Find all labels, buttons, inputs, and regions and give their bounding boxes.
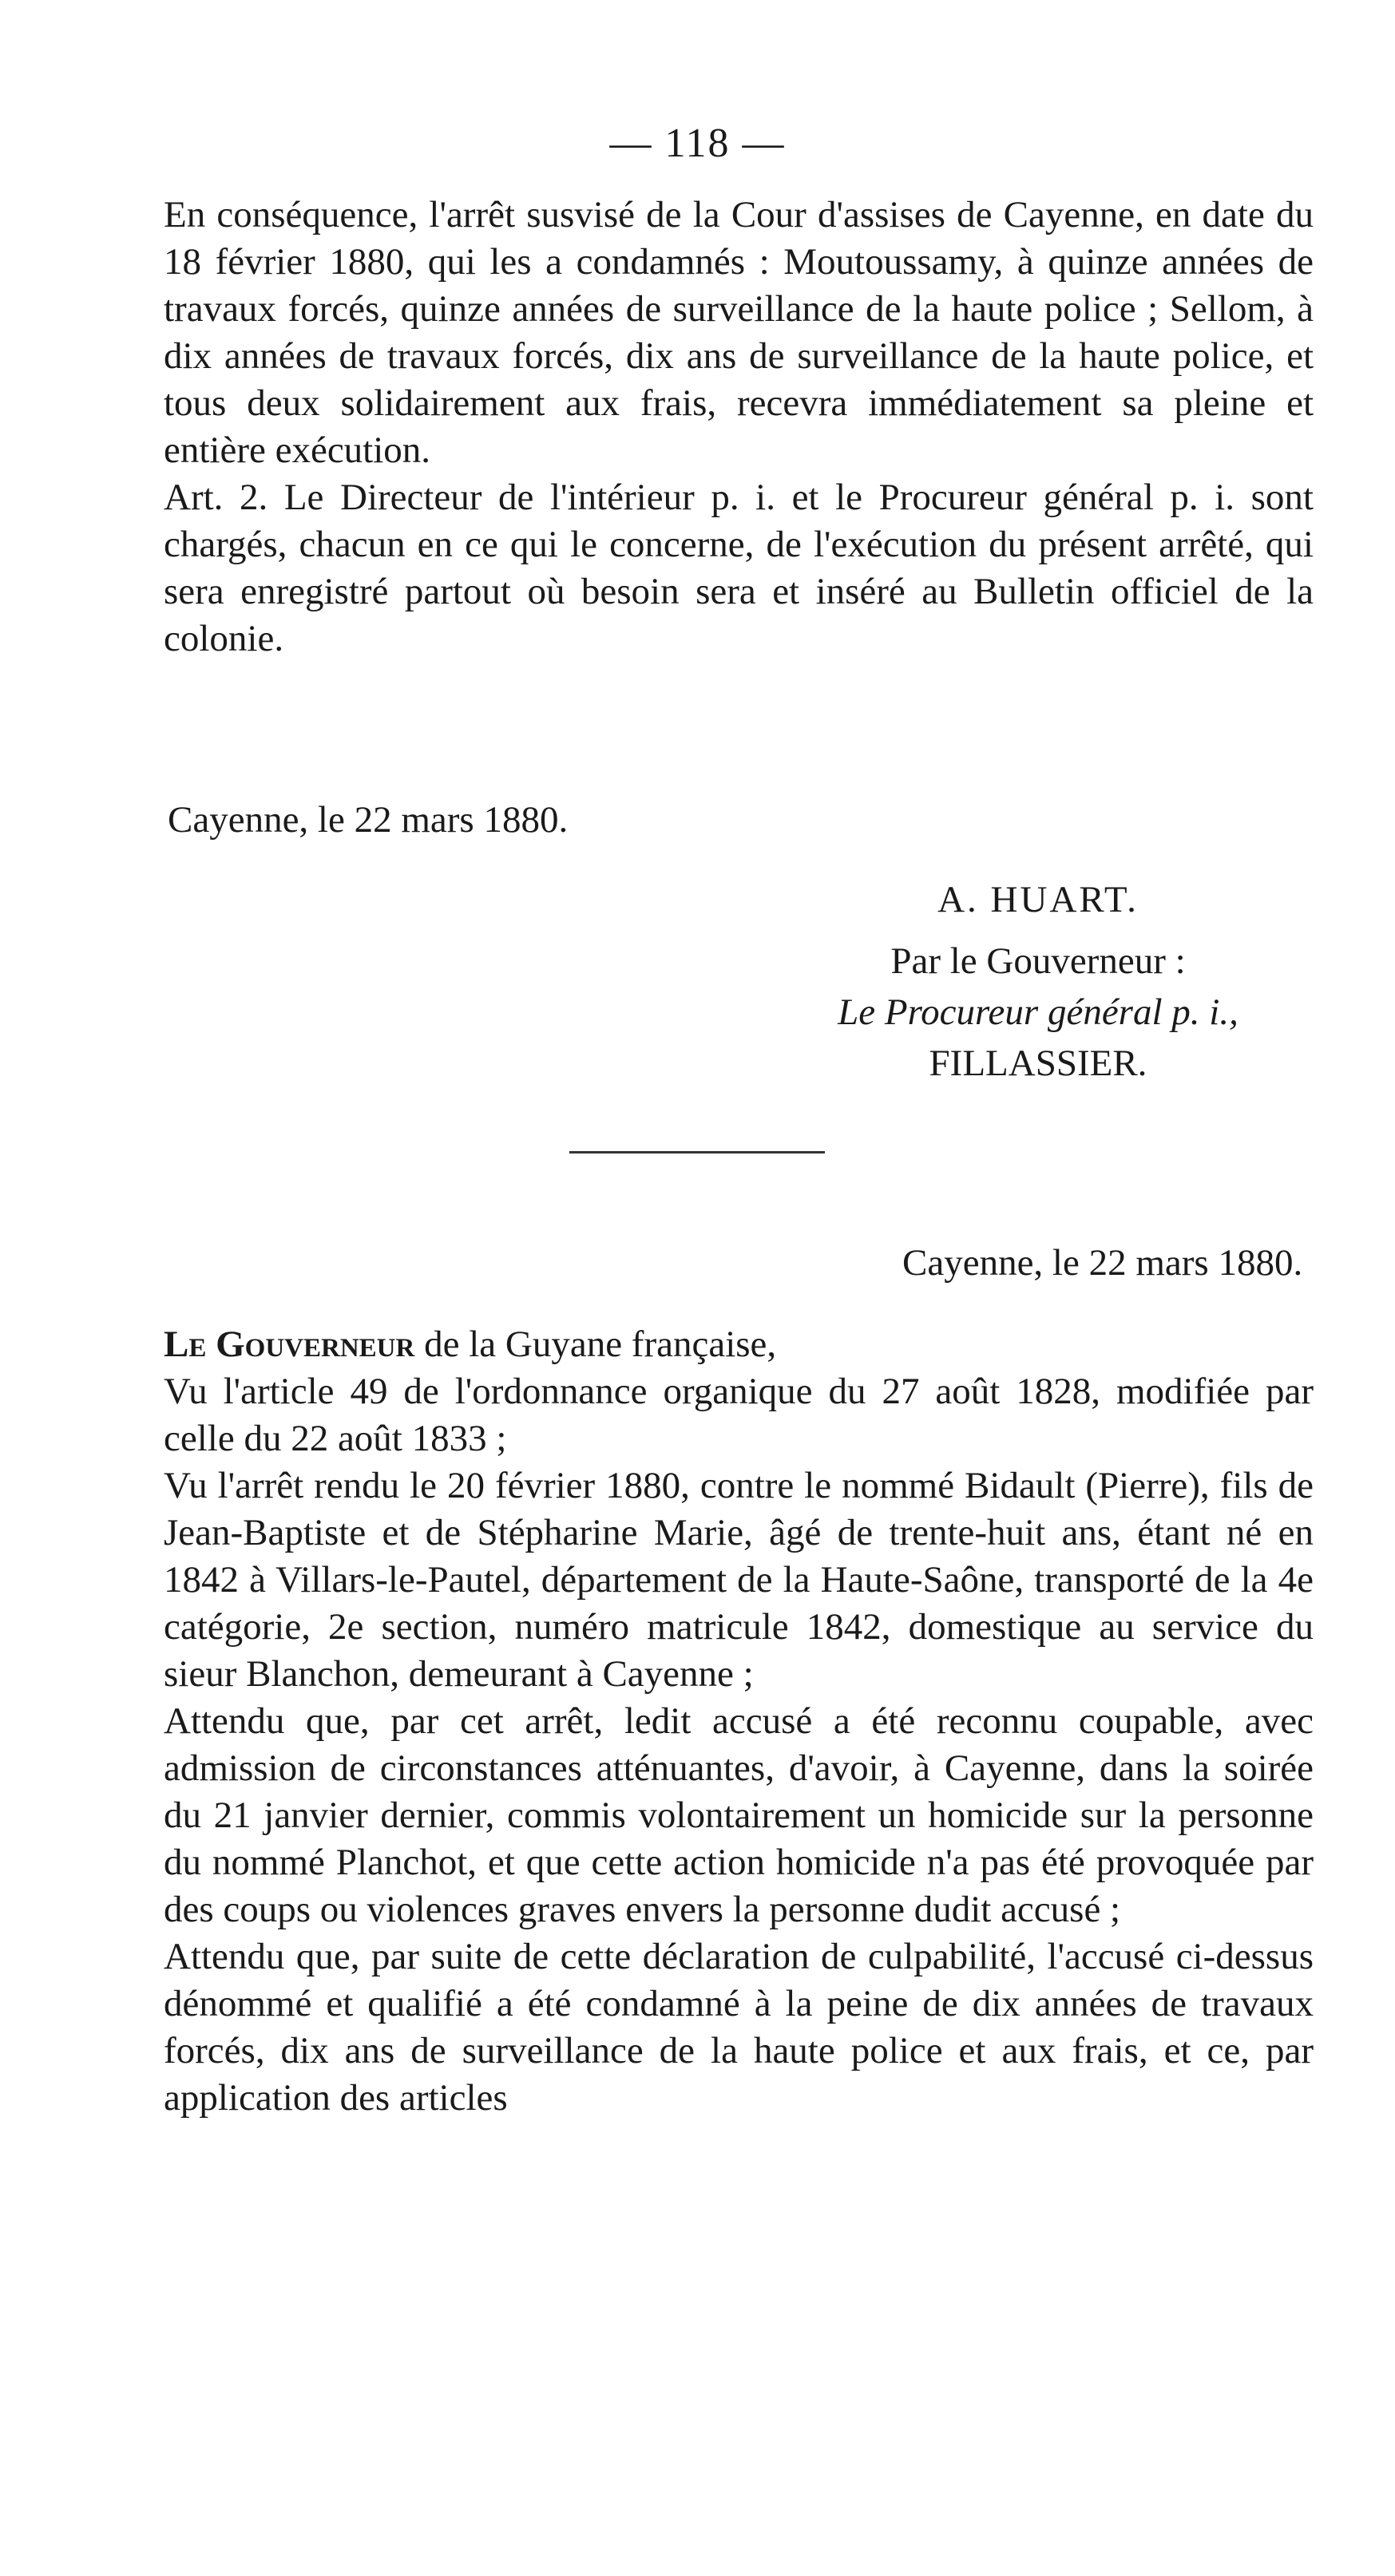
signature-by: Par le Gouverneur :	[890, 940, 1186, 982]
decree-continuation	[164, 192, 1314, 663]
paragraph-attendu-1: Attendu que, par cet arrêt, ledit accusé a été reconnu coupable, avec admission de circonstances atténuantes, d'avoir, à Cayenne, dans la soirée du 21 janvier dernier, commis volontairement un homicide sur la personne du nommé Planchot, et que cette action homicide n'a pas été provoquée par des coups ou violences graves envers la personne dudit accusé ;	[164, 1700, 1314, 1930]
signatory-name: A. HUART.	[937, 879, 1139, 920]
section-divider	[569, 1151, 825, 1153]
paragraph-article-2: Art. 2. Le Directeur de l'intérieur p. i. et le Procureur général p. i. sont chargés, chacun en ce qui le concerne, de l'exécution du présent arrêté, qui sera enregistré partout où besoin sera et inséré au Bulletin officiel de la colonie.	[164, 477, 1314, 659]
page-number: — 118 —	[609, 121, 786, 166]
paragraph-consequence: En conséquence, l'arrêt susvisé de la Cour d'assises de Cayenne, en date du 18 février 1880, qui les a condamnés : Moutoussamy, à quinze années de travaux forcés, quinze années de surveillance de la haute police ; Sellom, à dix années de travaux forcés, dix ans de surveillance de la haute police, et tous deux solidairement aux frais, recevra immédiatement sa pleine et entière exécution.	[164, 194, 1314, 471]
paragraph-attendu-2: Attendu que, par suite de cette déclaration de culpabilité, l'accusé ci-dessus dénommé et qualifié a été condamné à la peine de dix années de travaux forcés, dix ans de surveillance de la haute police et aux frais, et ce, par application des articles	[164, 1936, 1314, 2119]
dateline-second: Cayenne, le 22 mars 1880.	[902, 1242, 1303, 1284]
paragraph-vu-article: Vu l'article 49 de l'ordonnance organique du 27 août 1828, modifiée par celle du 22 août 1833 ;	[164, 1371, 1314, 1459]
signature-block	[830, 878, 1246, 1089]
paragraph-vu-arret: Vu l'arrêt rendu le 20 février 1880, contre le nommé Bidault (Pierre), fils de Jean-Baptiste et de Stépharine Marie, âgé de trente-huit ans, étant né en 1842 à Villars-le-Pautel, département de la Haute-Saône, transporté de la 4e catégorie, 2e section, numéro matricule 1842, domestique au service du sieur Blanchon, demeurant à Cayenne ;	[164, 1465, 1314, 1695]
dateline-first: Cayenne, le 22 mars 1880.	[168, 799, 569, 841]
signature-signer: FILLASSIER.	[929, 1043, 1147, 1084]
new-decree	[164, 1321, 1314, 2122]
signature-role: Le Procureur général p. i.,	[838, 991, 1238, 1033]
heading-title: Le Gouverneur	[164, 1324, 415, 1365]
heading-rest: de la Guyane française,	[414, 1324, 777, 1365]
decree-heading	[164, 1321, 1314, 1368]
